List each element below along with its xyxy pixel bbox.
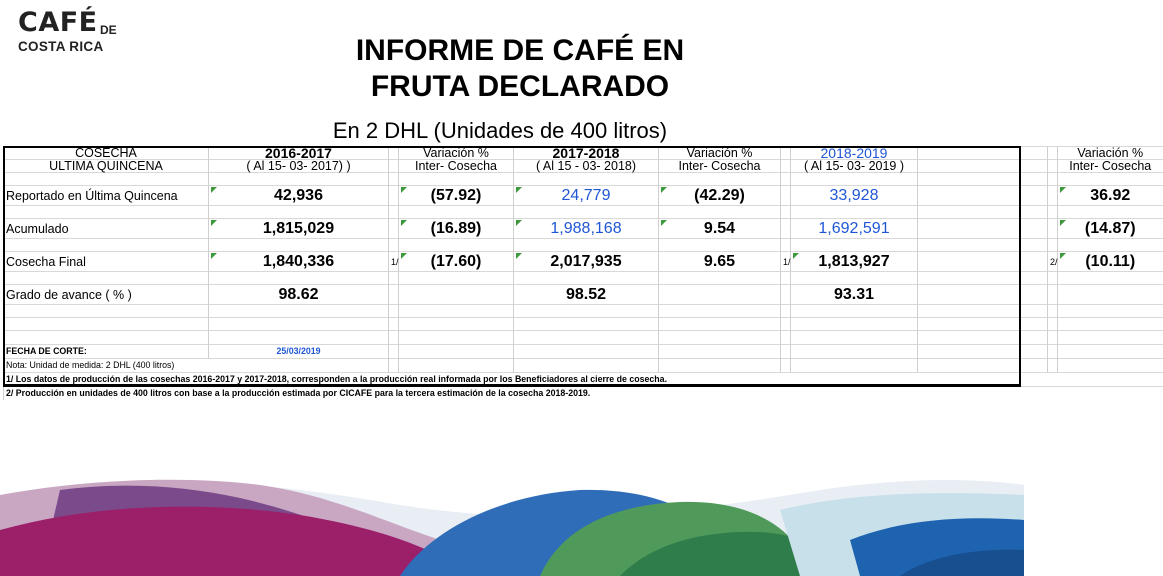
- col-cosecha: COSECHA: [4, 147, 209, 160]
- spacer-row: [4, 331, 1163, 345]
- spacer-cell: [918, 252, 1048, 272]
- row-footnote-1: [4, 373, 1163, 387]
- cell-v3: (14.87): [1058, 219, 1163, 239]
- spacer-cell: [389, 219, 399, 239]
- title-line2: FRUTA DECLARADO: [370, 70, 670, 103]
- spacer-cell: [781, 186, 791, 206]
- col-y3-date: ( Al 15- 03- 2019 ): [791, 160, 918, 173]
- col-ultima-quincena: ULTIMA QUINCENA: [4, 160, 209, 173]
- spacer-cell: [389, 186, 399, 206]
- comment-marker-icon: [793, 253, 799, 259]
- row-label: Cosecha Final: [4, 252, 209, 272]
- logo-line2: COSTA RICA: [18, 39, 104, 54]
- spacer-row: [4, 272, 1163, 285]
- spacer-cell: [781, 147, 791, 160]
- spacer-cell: [918, 219, 1048, 239]
- decorative-landscape-graphic: [0, 460, 1024, 576]
- comment-marker-icon: [1060, 220, 1066, 226]
- spacer-cell: [399, 285, 514, 305]
- footnote-ref-3: 2/: [1048, 252, 1058, 272]
- cell-y3: 1,692,591: [791, 219, 918, 239]
- comment-marker-icon: [516, 253, 522, 259]
- col-v1-sub: Inter- Cosecha: [399, 160, 514, 173]
- spacer-cell: [781, 219, 791, 239]
- spacer-cell: [1048, 147, 1058, 160]
- spacer-row: [4, 305, 1163, 318]
- spacer-cell: [1048, 285, 1058, 305]
- col-v3-sub: Inter- Cosecha: [1058, 160, 1163, 173]
- report-table: [3, 146, 1163, 400]
- cell-y1: 1,840,336: [209, 252, 389, 272]
- comment-marker-icon: [516, 220, 522, 226]
- spacer-row: [4, 206, 1163, 219]
- spacer-cell: [1058, 285, 1163, 305]
- page-subtitle: En 2 DHL (Unidades de 400 litros): [332, 118, 668, 143]
- spacer-cell: [918, 160, 1048, 173]
- comment-marker-icon: [401, 253, 407, 259]
- cell-y1: 1,815,029: [209, 219, 389, 239]
- row-reportado: [4, 186, 1163, 206]
- header-row-2: [4, 160, 1163, 173]
- fecha-value: 25/03/2019: [209, 345, 389, 359]
- comment-marker-icon: [1060, 253, 1066, 259]
- spacer-cell: [659, 285, 781, 305]
- cell-y1: 42,936: [209, 186, 389, 206]
- spacer-row: [4, 239, 1163, 252]
- header-row-1: [4, 147, 1163, 160]
- cell-y2: 98.52: [514, 285, 659, 305]
- spacer-cell: [389, 160, 399, 173]
- spacer-cell: [918, 285, 1048, 305]
- cell-v1: (57.92): [399, 186, 514, 206]
- row-acumulado: [4, 219, 1163, 239]
- fecha-label: FECHA DE CORTE:: [4, 345, 209, 359]
- row-label: Reportado en Última Quincena: [4, 186, 209, 206]
- footnote-2: 2/ Producción en unidades de 400 litros con base a la producción estimada por CICAFE para la tercera estimación de la cosecha 2018-2019.: [4, 387, 1163, 401]
- cell-y3: 33,928: [791, 186, 918, 206]
- row-label: Acumulado: [4, 219, 209, 239]
- col-y2: 2017-2018: [514, 147, 659, 160]
- cell-v1: (17.60): [399, 252, 514, 272]
- cell-y2: 24,779: [514, 186, 659, 206]
- comment-marker-icon: [401, 220, 407, 226]
- col-v1: Variación %: [399, 147, 514, 160]
- spacer-cell: [389, 285, 399, 305]
- footnote-ref-2: 1/: [781, 252, 791, 272]
- cell-v3: 36.92: [1058, 186, 1163, 206]
- row-label: Grado de avance ( % ): [4, 285, 209, 305]
- col-y3: 2018-2019: [791, 147, 918, 160]
- row-fecha-corte: [4, 345, 1163, 359]
- spacer-cell: [1048, 219, 1058, 239]
- spacer-cell: [1048, 160, 1058, 173]
- logo-line1-small: DE: [100, 23, 117, 37]
- spacer-cell: [781, 285, 791, 305]
- cell-v3: (10.11): [1058, 252, 1163, 272]
- cell-y3: 1,813,927: [791, 252, 918, 272]
- col-y1-date: ( Al 15- 03- 2017) ): [209, 160, 389, 173]
- spacer-cell: [1048, 186, 1058, 206]
- col-v2: Variación %: [659, 147, 781, 160]
- page-title: [280, 33, 760, 105]
- comment-marker-icon: [1060, 187, 1066, 193]
- spacer-cell: [918, 147, 1048, 160]
- row-nota: [4, 359, 1163, 373]
- row-grado-avance: [4, 285, 1163, 305]
- col-v2-sub: Inter- Cosecha: [659, 160, 781, 173]
- spacer-cell: [918, 186, 1048, 206]
- comment-marker-icon: [401, 187, 407, 193]
- spacer-cell: [389, 147, 399, 160]
- cell-y3: 93.31: [791, 285, 918, 305]
- footnote-1: 1/ Los datos de producción de las cosechas 2016-2017 y 2017-2018, corresponden a la producción real informada por los Beneficiadores al cierre de cosecha.: [4, 373, 1163, 387]
- cell-v2: 9.54: [659, 219, 781, 239]
- comment-marker-icon: [661, 187, 667, 193]
- spacer-row: [4, 318, 1163, 331]
- cell-y2: 2,017,935: [514, 252, 659, 272]
- comment-marker-icon: [661, 220, 667, 226]
- cell-v1: (16.89): [399, 219, 514, 239]
- comment-marker-icon: [211, 253, 217, 259]
- col-y2-date: ( Al 15 - 03- 2018): [514, 160, 659, 173]
- cell-v2: 9.65: [659, 252, 781, 272]
- cafe-de-costa-rica-logo: [18, 8, 138, 58]
- title-line1: INFORME DE CAFÉ EN: [355, 34, 685, 67]
- logo-line1: CAFÉ: [18, 7, 98, 38]
- nota-text: Nota: Unidad de medida: 2 DHL (400 litros): [4, 359, 389, 373]
- comment-marker-icon: [516, 187, 522, 193]
- comment-marker-icon: [211, 187, 217, 193]
- spacer-cell: [781, 160, 791, 173]
- cell-v2: (42.29): [659, 186, 781, 206]
- cell-y2: 1,988,168: [514, 219, 659, 239]
- col-v3: Variación %: [1058, 147, 1163, 160]
- footnote-ref-1: 1/: [389, 252, 399, 272]
- col-y1: 2016-2017: [209, 147, 389, 160]
- comment-marker-icon: [211, 220, 217, 226]
- row-footnote-2: [4, 387, 1163, 401]
- spacer-row: [4, 173, 1163, 186]
- row-cosecha-final: [4, 252, 1163, 272]
- cell-y1: 98.62: [209, 285, 389, 305]
